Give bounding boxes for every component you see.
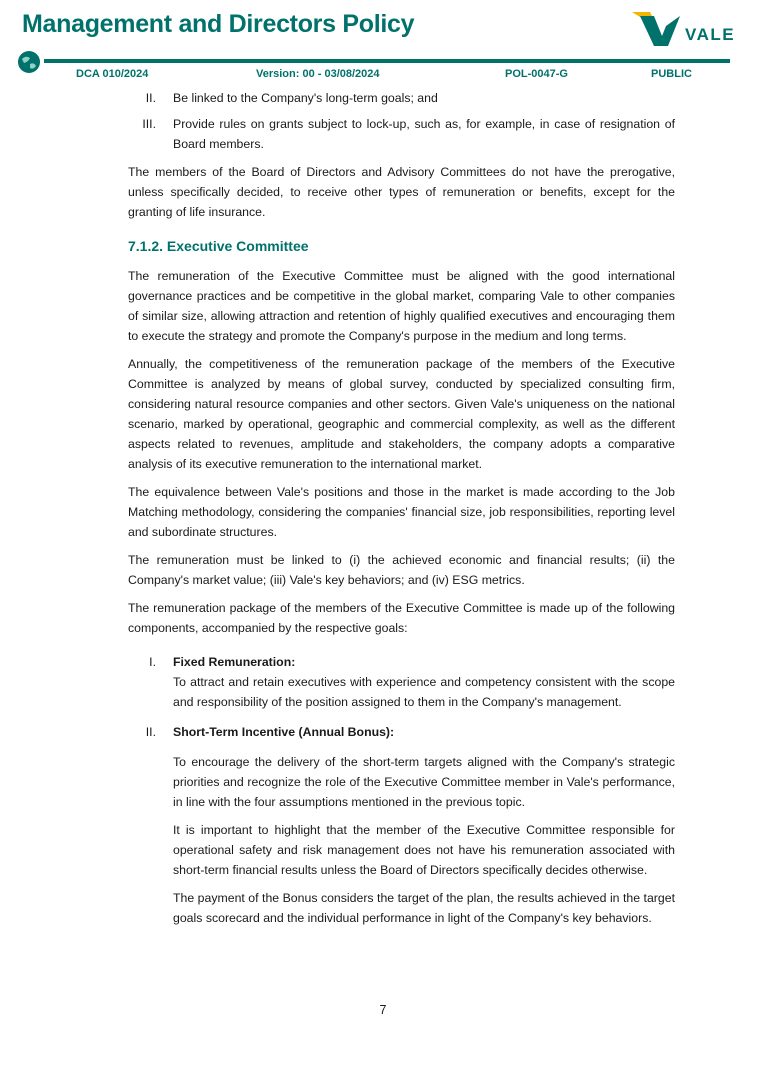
body-paragraph: The remuneration of the Executive Committee must be aligned with the good international governance practices and be competitive in the global market, comparing Vale to other companies of similar size, allowing attraction and retention of highly qualified executives and encouraging them to execute the strategy and promote the Company's purpose in the medium and long terms. bbox=[128, 269, 675, 343]
header-rule bbox=[44, 59, 730, 63]
list-item bbox=[128, 88, 675, 108]
list-text: Provide rules on grants subject to lock-up, such as, for example, in case of resignation of Board members. bbox=[173, 117, 675, 151]
globe-icon bbox=[17, 50, 41, 74]
doc-version: Version: 00 - 03/08/2024 bbox=[256, 68, 380, 80]
body-paragraph: The equivalence between Vale's positions and those in the market is made according to the Job Matching methodology, considering the companies' financial size, job responsibilities, reporting level and subordinate structures. bbox=[128, 485, 675, 539]
body-paragraph: The remuneration must be linked to (i) the achieved economic and financial results; (ii) the Company's market value; (iii) Vale's key behaviors; and (iv) ESG metrics. bbox=[128, 553, 675, 587]
component-title: Fixed Remuneration: bbox=[173, 655, 296, 669]
component-title: Short-Term Incentive (Annual Bonus): bbox=[173, 725, 395, 739]
component-text: The payment of the Bonus considers the target of the plan, the results achieved in the target goals scorecard and the individual performance in light of the Company's key behaviors. bbox=[173, 891, 675, 925]
body-paragraph: The remuneration package of the members of the Executive Committee is made up of the following components, accompanied by the respective goals: bbox=[128, 601, 675, 635]
logo-text: VALE bbox=[685, 25, 736, 44]
list-number: II. bbox=[145, 725, 156, 739]
list-number: I. bbox=[149, 655, 156, 669]
component-text: To attract and retain executives with experience and competency consistent with the scope and responsibility of the position assigned to them in the Company's management. bbox=[173, 675, 675, 709]
component-text: To encourage the delivery of the short-term targets aligned with the Company's strategic priorities and recognize the role of the Executive Committee member in Vale's performance, in line with the four assumptions mentioned in the previous topic. bbox=[173, 755, 675, 809]
classification-label: PUBLIC bbox=[651, 68, 692, 80]
component-text: It is important to highlight that the member of the Executive Committee responsible for operational safety and risk management does not have his remuneration associated with short-term financial results unless the Board of Directors specifically decides otherwise. bbox=[173, 823, 675, 877]
board-paragraph: The members of the Board of Directors and Advisory Committees do not have the prerogative, unless specifically decided, to receive other types of remuneration or benefits, except for the granting of life insurance. bbox=[128, 165, 675, 219]
list-number: II. bbox=[145, 91, 156, 105]
list-text: Be linked to the Company's long-term goals; and bbox=[173, 91, 438, 105]
page-body bbox=[128, 88, 675, 934]
section-heading: 7.1.2. Executive Committee bbox=[128, 238, 309, 254]
list-number: III. bbox=[142, 117, 156, 131]
doc-reference: DCA 010/2024 bbox=[76, 68, 149, 80]
component-item bbox=[128, 652, 675, 712]
page-number: 7 bbox=[379, 1003, 387, 1017]
body-paragraph: Annually, the competitiveness of the remuneration package of the members of the Executive Committee is analyzed by means of global survey, conducted by specialized consulting firm, considering natural resource companies and other sectors. Given Vale's uniqueness on the national scenario, marked by operational, geographic and commercial complexity, as well as the different aspects related to revenues, amplitude and stakeholders, the company adopts a comparative analysis of its executive remuneration to the international market. bbox=[128, 357, 675, 471]
list-item bbox=[128, 114, 675, 154]
component-item bbox=[128, 722, 675, 928]
policy-code: POL-0047-G bbox=[505, 68, 568, 80]
document-title: Management and Directors Policy bbox=[22, 10, 415, 38]
